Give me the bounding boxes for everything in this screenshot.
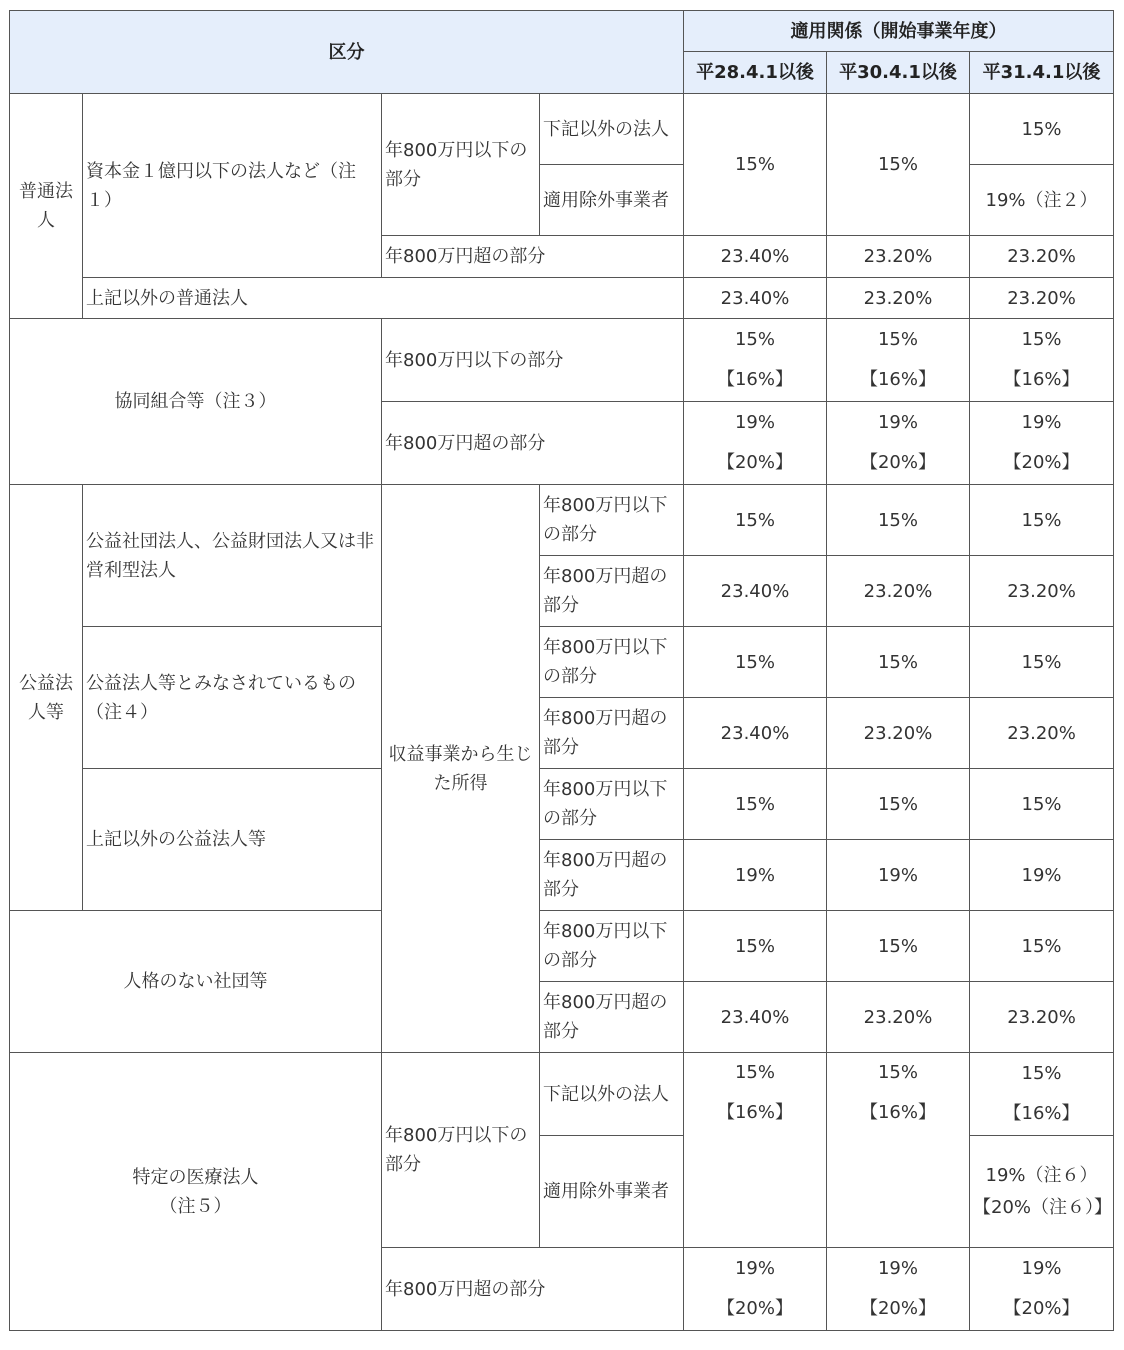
koeki-g2-over-rate-3: 23.20% — [970, 698, 1114, 769]
futsu-others-rate-2: 23.20% — [827, 278, 970, 319]
rate-main: 19% — [734, 1258, 775, 1279]
iryo-over-rate-1 — [684, 1248, 827, 1331]
futsu-over-rate-2: 23.20% — [827, 236, 970, 278]
kyodo-under800-label: 年800万円以下の部分 — [382, 319, 684, 402]
jinkaku-under-rate-2: 15% — [827, 911, 970, 982]
koeki-g2-under-label: 年800万円以下の部分 — [540, 627, 684, 698]
koeki-g3-under-rate-3: 15% — [970, 769, 1114, 840]
futsu-under800-label: 年800万円以下の部分 — [382, 94, 540, 236]
rate-bracket: 【20%】 — [1003, 1298, 1080, 1319]
rate-main: 15% — [734, 1062, 775, 1083]
rate-bracket: 【20%（注６）】 — [973, 1196, 1113, 1218]
futsu-over-rate-1: 23.40% — [684, 236, 827, 278]
rate-main: 19%（注６） — [985, 1164, 1098, 1186]
koeki-g1-under-rate-2: 15% — [827, 485, 970, 556]
koeki-g3-over-rate-1: 19% — [684, 840, 827, 911]
koeki-group-1-name: 公益社団法人、公益財団法人又は非営利型法人 — [83, 485, 382, 627]
rate-main: 15% — [734, 329, 775, 350]
futsu-other-corp-label: 下記以外の法人 — [540, 94, 684, 165]
rate-bracket: 【16%】 — [1003, 1103, 1080, 1124]
iryo-under-rate-1 — [684, 1053, 827, 1248]
jinkaku-under-rate-1: 15% — [684, 911, 827, 982]
rate-bracket: 【16%】 — [1003, 369, 1080, 390]
koeki-group-3-name: 上記以外の公益法人等 — [83, 769, 382, 911]
header-kubun: 区分 — [10, 11, 684, 94]
koeki-g3-over-label: 年800万円超の部分 — [540, 840, 684, 911]
koeki-g1-over-label: 年800万円超の部分 — [540, 556, 684, 627]
rate-bracket: 【20%】 — [1003, 452, 1080, 473]
rate-main: 19% — [877, 412, 918, 433]
futsu-excluded-rate-3: 19%（注２） — [970, 165, 1114, 236]
header-period-2: 平30.4.1以後 — [827, 52, 970, 94]
rate-main: 15% — [1021, 329, 1062, 350]
koeki-g2-under-rate-1: 15% — [684, 627, 827, 698]
rate-bracket: 【16%】 — [716, 1102, 793, 1123]
jinkaku-label: 人格のない社団等 — [10, 911, 382, 1053]
rate-bracket: 【20%】 — [859, 1298, 936, 1319]
koeki-g1-under-label: 年800万円以下の部分 — [540, 485, 684, 556]
koeki-g3-over-rate-2: 19% — [827, 840, 970, 911]
rate-main: 19% — [1021, 1258, 1062, 1279]
header-tekiyo: 適用関係（開始事業年度） — [684, 11, 1114, 52]
iryo-excluded-label: 適用除外事業者 — [540, 1136, 684, 1248]
koeki-group-2-name: 公益法人等とみなされているもの（注４） — [83, 627, 382, 769]
rate-main: 19% — [1021, 412, 1062, 433]
kyodo-over-rate-3 — [970, 402, 1114, 485]
rate-bracket: 【20%】 — [716, 452, 793, 473]
kyodo-over-rate-2 — [827, 402, 970, 485]
kyodo-under-rate-1 — [684, 319, 827, 402]
koeki-g2-over-label: 年800万円超の部分 — [540, 698, 684, 769]
rate-main: 19% — [734, 412, 775, 433]
jinkaku-under-rate-3: 15% — [970, 911, 1114, 982]
koeki-g3-under-rate-2: 15% — [827, 769, 970, 840]
rate-main: 15% — [877, 329, 918, 350]
iryo-label-2: （注５） — [159, 1195, 232, 1217]
iryo-under-rate-2 — [827, 1053, 970, 1248]
iryo-over-rate-2 — [827, 1248, 970, 1331]
koeki-g2-under-rate-2: 15% — [827, 627, 970, 698]
kyodo-label: 協同組合等（注３） — [10, 319, 382, 485]
header-period-3: 平31.4.1以後 — [970, 52, 1114, 94]
iryo-label-1: 特定の医療法人 — [132, 1166, 259, 1188]
koeki-g1-under-rate-1: 15% — [684, 485, 827, 556]
iryo-under-rate-3 — [970, 1053, 1114, 1136]
header-period-1: 平28.4.1以後 — [684, 52, 827, 94]
futsu-other-rate-2: 15% — [827, 94, 970, 236]
rate-main: 15% — [1021, 1063, 1062, 1084]
jinkaku-over-label: 年800万円超の部分 — [540, 982, 684, 1053]
koeki-g2-under-rate-3: 15% — [970, 627, 1114, 698]
koeki-g3-over-rate-3: 19% — [970, 840, 1114, 911]
futsu-small-label: 資本金１億円以下の法人など（注１） — [83, 94, 382, 278]
futsu-label: 普通法人 — [10, 94, 83, 319]
shueki-label: 収益事業から生じた所得 — [382, 485, 540, 1053]
rate-bracket: 【20%】 — [859, 452, 936, 473]
jinkaku-over-rate-3: 23.20% — [970, 982, 1114, 1053]
rate-main: 15% — [877, 1062, 918, 1083]
koeki-label: 公益法人等 — [10, 485, 83, 911]
futsu-excluded-label: 適用除外事業者 — [540, 165, 684, 236]
futsu-others-rate-1: 23.40% — [684, 278, 827, 319]
iryo-over-rate-3 — [970, 1248, 1114, 1331]
rate-bracket: 【16%】 — [859, 369, 936, 390]
koeki-g1-over-rate-1: 23.40% — [684, 556, 827, 627]
rate-bracket: 【20%】 — [716, 1298, 793, 1319]
koeki-g2-over-rate-2: 23.20% — [827, 698, 970, 769]
futsu-other-rate-1: 15% — [684, 94, 827, 236]
jinkaku-over-rate-1: 23.40% — [684, 982, 827, 1053]
jinkaku-under-label: 年800万円以下の部分 — [540, 911, 684, 982]
futsu-over-rate-3: 23.20% — [970, 236, 1114, 278]
iryo-under800-label: 年800万円以下の部分 — [382, 1053, 540, 1248]
kyodo-under-rate-3 — [970, 319, 1114, 402]
futsu-other-rate-3: 15% — [970, 94, 1114, 165]
iryo-other-corp-label: 下記以外の法人 — [540, 1053, 684, 1136]
rate-main: 19% — [877, 1258, 918, 1279]
jinkaku-over-rate-2: 23.20% — [827, 982, 970, 1053]
iryo-over800-label: 年800万円超の部分 — [382, 1248, 684, 1331]
koeki-g2-over-rate-1: 23.40% — [684, 698, 827, 769]
iryo-excluded-rate-3 — [970, 1136, 1114, 1248]
kyodo-over800-label: 年800万円超の部分 — [382, 402, 684, 485]
futsu-others-rate-3: 23.20% — [970, 278, 1114, 319]
kyodo-under-rate-2 — [827, 319, 970, 402]
kyodo-over-rate-1 — [684, 402, 827, 485]
rate-bracket: 【16%】 — [859, 1102, 936, 1123]
iryo-label — [10, 1053, 382, 1331]
koeki-g3-under-label: 年800万円以下の部分 — [540, 769, 684, 840]
rate-bracket: 【16%】 — [716, 369, 793, 390]
koeki-g1-under-rate-3: 15% — [970, 485, 1114, 556]
koeki-g1-over-rate-2: 23.20% — [827, 556, 970, 627]
tax-rate-table — [9, 10, 1114, 1331]
futsu-over800-label: 年800万円超の部分 — [382, 236, 684, 278]
koeki-g3-under-rate-1: 15% — [684, 769, 827, 840]
koeki-g1-over-rate-3: 23.20% — [970, 556, 1114, 627]
futsu-others-label: 上記以外の普通法人 — [83, 278, 684, 319]
